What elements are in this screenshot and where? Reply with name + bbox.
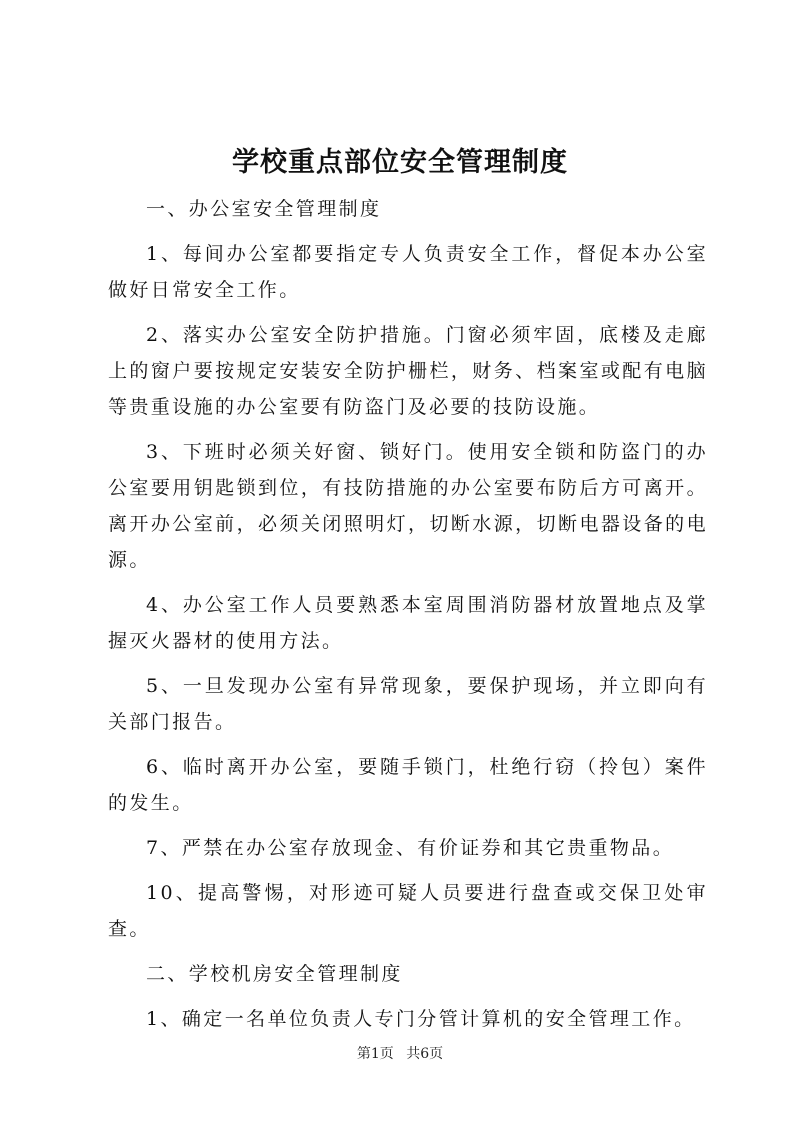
page-footer bbox=[0, 1044, 800, 1064]
page-total: 共6页 bbox=[406, 1046, 444, 1062]
paragraph: 2、落实办公室安全防护措施。门窗必须牢固，底楼及走廊上的窗户要按规定安装安全防护栅栏，财务、档案室或配有电脑等贵重设施的办公室要有防盗门及必要的技防设施。 bbox=[108, 324, 708, 418]
section-heading-office: 一、办公室安全管理制度 bbox=[146, 198, 382, 220]
page-number: 第1页 bbox=[356, 1046, 394, 1062]
paragraph: 1、确定一名单位负责人专门分管计算机的安全管理工作。 bbox=[146, 1008, 696, 1030]
paragraph: 10、提高警惕，对形迹可疑人员要进行盘查或交保卫处审查。 bbox=[108, 882, 708, 940]
section-heading-computer-room: 二、学校机房安全管理制度 bbox=[146, 963, 403, 985]
paragraph: 3、下班时必须关好窗、锁好门。使用安全锁和防盗门的办公室要用钥匙锁到位，有技防措施的办公室要布防后方可离开。离开办公室前，必须关闭照明灯，切断水源，切断电器设备的电源。 bbox=[108, 441, 708, 571]
paragraph: 1、每间办公室都要指定专人负责安全工作，督促本办公室做好日常安全工作。 bbox=[108, 243, 708, 301]
paragraph: 6、临时离开办公室，要随手锁门，杜绝行窃（拎包）案件的发生。 bbox=[108, 756, 708, 814]
document-body bbox=[108, 191, 708, 1046]
paragraph: 7、严禁在办公室存放现金、有价证券和其它贵重物品。 bbox=[146, 837, 675, 859]
document-title: 学校重点部位安全管理制度 bbox=[232, 147, 568, 178]
paragraph: 5、一旦发现办公室有异常现象，要保护现场，并立即向有关部门报告。 bbox=[108, 675, 708, 733]
paragraph: 4、办公室工作人员要熟悉本室周围消防器材放置地点及掌握灭火器材的使用方法。 bbox=[108, 594, 708, 652]
